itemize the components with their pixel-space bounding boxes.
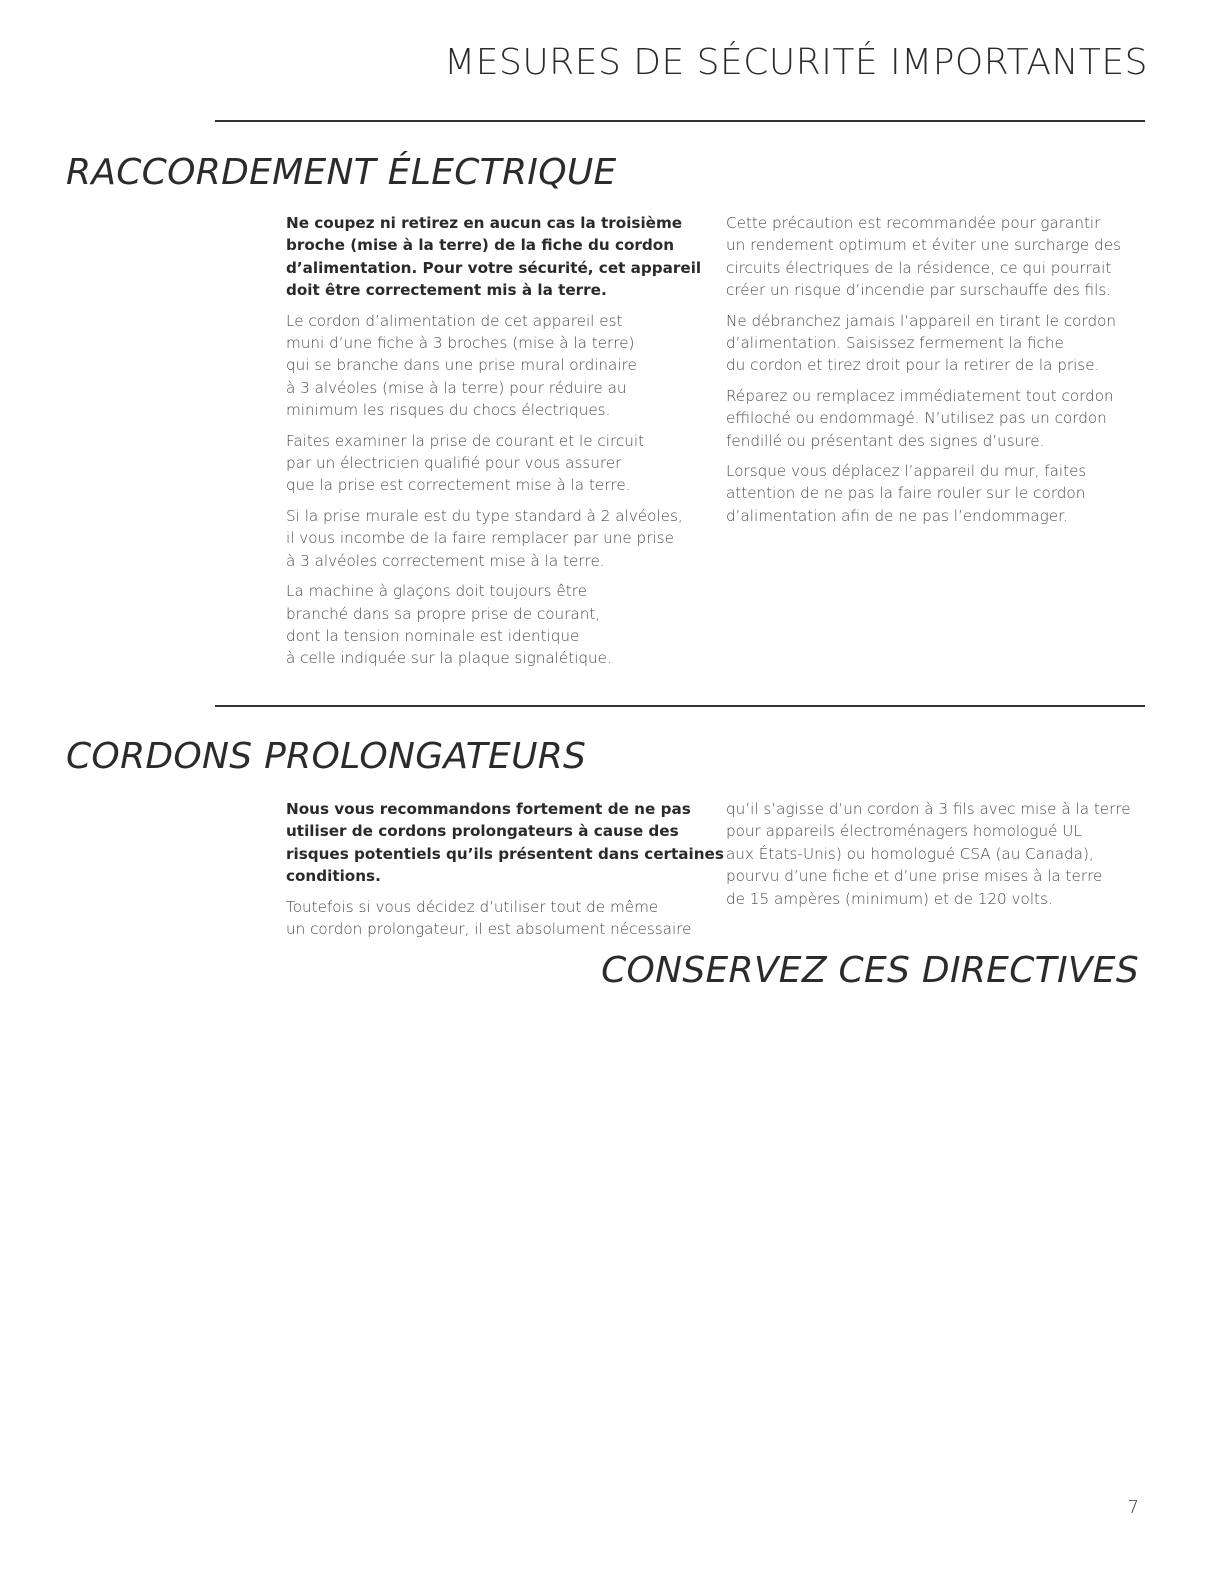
- text-line: d’alimentation. Pour votre sécurité, cet appareil: [286, 258, 702, 277]
- paragraph: [726, 212, 1141, 302]
- text-line: à 3 alvéoles correctement mise à la terre.: [286, 551, 605, 570]
- paragraph: [726, 460, 1141, 527]
- paragraph: [286, 310, 701, 422]
- page-header: MESURES DE SÉCURITÉ IMPORTANTES: [444, 42, 1148, 83]
- text-line: Lorsque vous déplacez l’appareil du mur, faites: [726, 462, 1087, 481]
- lead-paragraph: [286, 212, 701, 302]
- electrical-left-column: [286, 212, 701, 678]
- text-line: circuits électriques de la résidence, ce qui pourrait: [726, 258, 1112, 277]
- text-line: dont la tension nominale est identique: [286, 626, 580, 645]
- section-rule: [215, 705, 1145, 707]
- page-number: 7: [1127, 1497, 1139, 1518]
- text-line: du cordon et tirez droit pour la retirer de la prise.: [726, 356, 1100, 375]
- text-line: Toutefois si vous décidez d’utiliser tout de même: [286, 897, 659, 916]
- section-title-extension: CORDONS PROLONGATEURS: [66, 736, 587, 777]
- text-line: créer un risque d’incendie par surschauffe des fils.: [726, 281, 1112, 300]
- text-line: il vous incombe de la faire remplacer par une prise: [286, 529, 674, 548]
- text-line: Ne coupez ni retirez en aucun cas la troisième: [286, 214, 683, 232]
- text-line: attention de ne pas la faire rouler sur le cordon: [726, 484, 1086, 503]
- text-line: Faites examiner la prise de courant et le circuit: [286, 431, 645, 450]
- paragraph: [726, 385, 1141, 452]
- text-line: qu’il s’agisse d’un cordon à 3 fils avec mise à la terre: [726, 800, 1131, 818]
- text-line: Ne débranchez jamais l’appareil en tirant le cordon: [726, 311, 1117, 330]
- text-line: muni d’une fiche à 3 broches (mise à la terre): [286, 334, 635, 353]
- electrical-right-column: [726, 212, 1141, 535]
- text-line: minimum les risques du chocs électriques.: [286, 401, 611, 420]
- closing-title: CONSERVEZ CES DIRECTIVES: [601, 950, 1139, 991]
- text-line: pour appareils électroménagers homologué UL: [726, 822, 1082, 841]
- header-rule: [215, 120, 1145, 122]
- extension-right-column: [726, 798, 1141, 918]
- paragraph: [726, 798, 1141, 910]
- text-line: pourvu d’une fiche et d’une prise mises à la terre: [726, 867, 1103, 886]
- text-line: doit être correctement mis à la terre.: [286, 281, 607, 300]
- extension-left-column: [286, 798, 724, 948]
- section-title-electrical: RACCORDEMENT ÉLECTRIQUE: [66, 152, 617, 193]
- text-line: qui se branche dans une prise mural ordinaire: [286, 356, 637, 375]
- text-line: Réparez ou remplacez immédiatement tout cordon: [726, 386, 1114, 405]
- paragraph: [286, 580, 701, 670]
- paragraph: [286, 505, 701, 572]
- text-line: utiliser de cordons prolongateurs à cause des: [286, 822, 679, 841]
- lead-paragraph: [286, 798, 724, 888]
- text-line: Nous vous recommandons fortement de ne pas: [286, 800, 691, 818]
- text-line: d’alimentation afin de ne pas l’endommager.: [726, 506, 1068, 525]
- text-line: fendillé ou présentant des signes d’usure.: [726, 431, 1045, 450]
- text-line: risques potentiels qu’ils présentent dans certaines: [286, 844, 724, 863]
- text-line: effiloché ou endommagé. N’utilisez pas un cordon: [726, 409, 1107, 428]
- text-line: par un électricien qualifié pour vous assurer: [286, 454, 622, 473]
- text-line: à 3 alvéoles (mise à la terre) pour réduire au: [286, 378, 627, 397]
- text-line: à celle indiquée sur la plaque signalétique.: [286, 649, 612, 668]
- paragraph: [286, 430, 701, 497]
- text-line: Si la prise murale est du type standard à 2 alvéoles,: [286, 506, 683, 525]
- text-line: d’alimentation. Saisissez fermement la fiche: [726, 334, 1064, 353]
- text-line: aux États-Unis) ou homologué CSA (au Canada),: [726, 844, 1094, 863]
- text-line: un rendement optimum et éviter une surcharge des: [726, 236, 1122, 255]
- text-line: que la prise est correctement mise à la terre.: [286, 476, 631, 495]
- paragraph: [286, 896, 701, 941]
- text-line: un cordon prolongateur, il est absolument nécessaire: [286, 920, 692, 939]
- text-line: conditions.: [286, 867, 381, 886]
- paragraph: [726, 310, 1141, 377]
- text-line: branché dans sa propre prise de courant,: [286, 604, 601, 623]
- text-line: Cette précaution est recommandée pour garantir: [726, 214, 1101, 232]
- text-line: broche (mise à la terre) de la fiche du cordon: [286, 236, 675, 255]
- text-line: Le cordon d’alimentation de cet appareil est: [286, 311, 623, 330]
- text-line: de 15 ampères (minimum) et de 120 volts.: [726, 889, 1053, 908]
- text-line: La machine à glaçons doit toujours être: [286, 582, 587, 601]
